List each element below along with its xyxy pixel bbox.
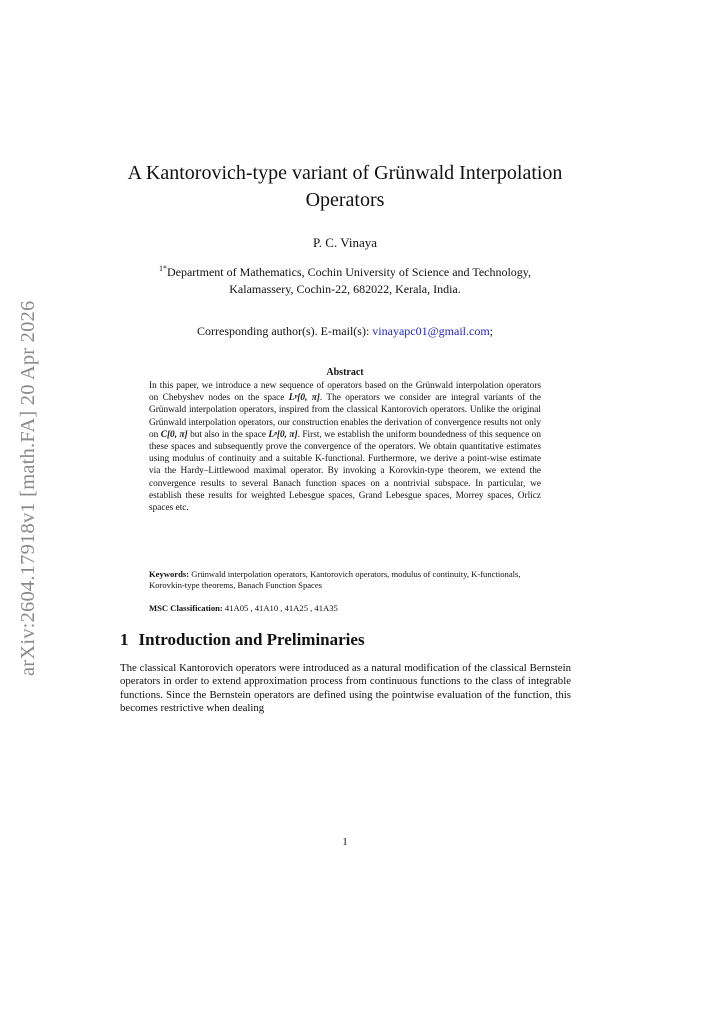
author-affiliation [150,260,540,298]
math-lp-space-2: Lᵖ[0, π] [268,429,298,440]
keywords-text: Grünwald interpolation operators, Kantorovich operators, modulus of continuity, K-functionals, Korovkin-type theorems, Banach Function Spaces [149,569,521,590]
corresponding-label: Corresponding author(s). E-mail(s): [197,324,373,338]
section-body: The classical Kantorovich operators were introduced as a natural modification of the classical Bernstein operators in order to extend approximation process from continuous functions to the class of integrable functions. Since the Bernstein operators are defined using the pointwise evaluation of the function, this becomes restrictive when dealing [120,662,571,714]
arxiv-identifier: arXiv:2604.17918v1 [math.FA] 20 Apr 2026 [17,300,39,676]
keywords [149,569,541,591]
section-title: Introduction and Preliminaries [138,630,365,649]
corresponding-author [120,324,570,339]
affiliation-text: Department of Mathematics, Cochin University of Science and Technology, Kalamassery, Cochin-22, 682022, Kerala, India. [166,265,532,296]
abstract-text-2: . The operators we consider are integral variants of the Grünwald interpolation operators, inspired from the classical Kantorovich operators. Unlike the original Grünwald interpolation operators, our construction enables the derivation of convergence results not only on [149,393,541,440]
section-heading [120,630,365,650]
email-link[interactable]: vinayapc01@gmail.com [372,324,490,338]
section-number: 1 [120,630,129,649]
paper-title: A Kantorovich-type variant of Grünwald Interpolation Operators [127,162,563,211]
email-suffix: ; [489,324,493,338]
math-lp-space: Lᵖ[0, π] [288,393,320,404]
msc-label: MSC Classification: [149,603,223,613]
abstract-text-3: but also in the space [187,429,269,440]
math-c-space: C[0, π] [160,429,188,440]
page-number: 1 [342,836,348,848]
abstract-text-4: . First, we establish the uniform boundedness of this sequence on these spaces and subsequently prove the convergence of the operators. We obtain quantitative estimates using modulus of continuity and a suitable K-functional. Furthermore, we derive a point-wise estimate via the Hardy–Littlewood maximal operator. By invoking a Korovkin-type theorem, we extend the convergence results to several Banach function spaces on a nontrivial subspace. In particular, we establish these results for weighted Lebesgue spaces, Grand Lebesgue spaces, Morrey spaces, Orlicz spaces etc. [149,429,541,514]
keywords-label: Keywords: [149,569,190,579]
author-name: P. C. Vinaya [313,235,377,250]
abstract-body [149,380,541,514]
msc-classification [149,603,541,613]
msc-text: 41A05 , 41A10 , 41A25 , 41A35 [222,603,338,613]
abstract-text-1: In this paper, we introduce a new sequence of operators based on the Grünwald interpolation operators on Chebyshev nodes on the space [149,381,541,404]
abstract-heading: Abstract [326,367,364,378]
affiliation-mark: 1* [158,264,167,273]
